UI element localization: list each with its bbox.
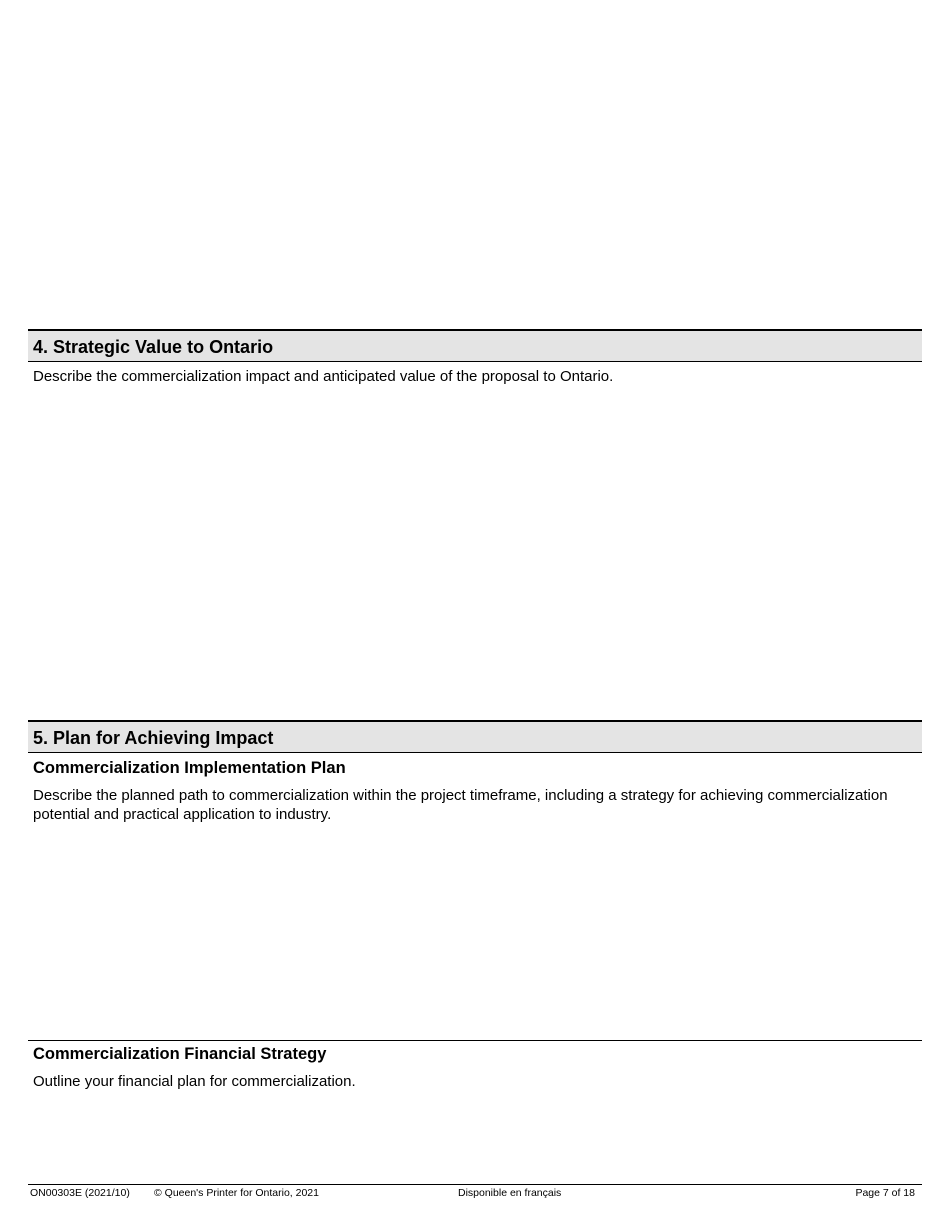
- section-4-instruction: Describe the commercialization impact and anticipated value of the proposal to Ontario.: [33, 368, 614, 385]
- implementation-plan-instruction: Describe the planned path to commercialization within the project timeframe, including a strategy for achieving commercialization potential and practical application to industry.: [33, 787, 888, 823]
- implementation-plan-heading: Commercialization Implementation Plan: [33, 759, 346, 777]
- strategic-value-text-field[interactable]: [28, 392, 922, 718]
- section-4-title: 4. Strategic Value to Ontario: [33, 337, 274, 357]
- implementation-plan-text-field[interactable]: [28, 828, 922, 1039]
- financial-strategy-text-field[interactable]: [28, 1096, 922, 1182]
- financial-strategy-heading: Commercialization Financial Strategy: [33, 1045, 327, 1063]
- financial-strategy-instruction: Outline your financial plan for commercialization.: [33, 1073, 356, 1090]
- section-4-header: [28, 329, 922, 362]
- footer-divider: [28, 1184, 922, 1185]
- footer-language-note: Disponible en français: [458, 1187, 562, 1199]
- previous-section-text-field[interactable]: [28, 0, 922, 328]
- section-5-header: [28, 720, 922, 753]
- footer-form-number: ON00303E (2021/10): [30, 1187, 130, 1199]
- section-5-title: 5. Plan for Achieving Impact: [33, 728, 274, 748]
- footer-page-number: Page 7 of 18: [855, 1187, 915, 1199]
- footer-copyright: © Queen's Printer for Ontario, 2021: [154, 1187, 319, 1199]
- implementation-plan-divider: [28, 1040, 922, 1041]
